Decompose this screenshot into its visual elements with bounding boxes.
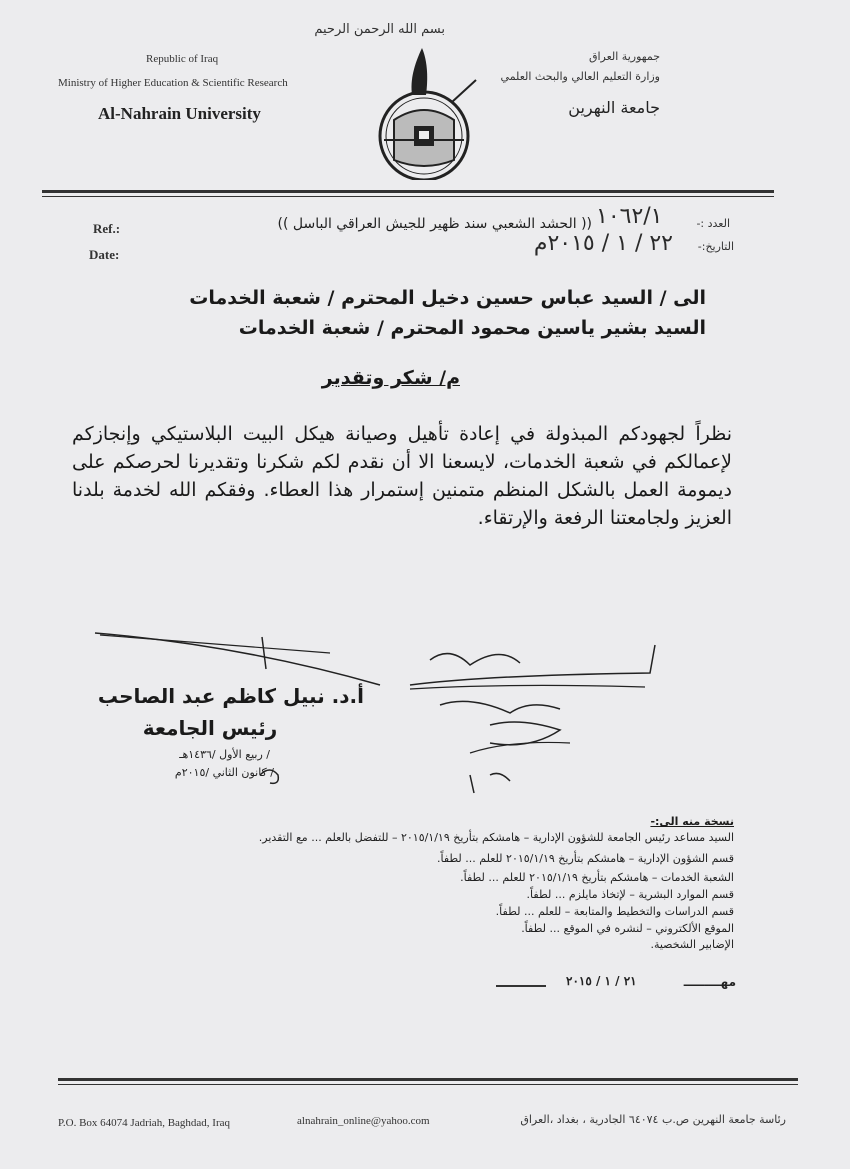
copies-title: نسخة منه الى:- xyxy=(650,815,734,828)
dispatch-code: مهـــــــــ xyxy=(683,975,736,989)
university-logo xyxy=(364,40,490,180)
recipient-1: الى / السيد عباس حسين دخيل المحترم / شعبة الخدمات xyxy=(189,287,706,309)
header-divider-thin xyxy=(42,196,774,197)
letter-body: نظراً لجهودكم المبذولة في إعادة تأهيل وصيانة هيكل البيت البلاستيكي وإنجازكم لإعمالكم في شعبة الخدمات، لايسعنا الا أن نقدم لكم شكرنا وتقديرنا لحرصكم على ديمومة العمل بالشكل المنظم متمنين إستمرار هذا العطاء. وفقكم الله لخدمة بلدنا العزيز ولجامعتنا الرفعة والإرتقاء. xyxy=(72,423,732,529)
copy-line: قسم الدراسات والتخطيط والمتابعة – للعلم ... لطفاً. xyxy=(495,905,734,918)
letter-number: ١٠٦٢/١ xyxy=(596,204,663,229)
copy-line: الموقع الألكتروني – لنشره في الموقع ... لطفاً. xyxy=(521,922,734,935)
copy-line: قسم الشؤون الإدارية – هامشكم بتأريخ ٢٠١٥/١/١٩ للعلم ... لطفاً. xyxy=(437,852,734,865)
header-country-en: Republic of Iraq xyxy=(146,53,219,65)
signatory-name: أ.د. نبيل كاظم عبد الصاحب xyxy=(97,684,364,708)
hijri-date: / ربيع الأول /١٤٣٦هـ xyxy=(179,748,270,761)
header-ministry-ar: وزارة التعليم العالي والبحث العلمي xyxy=(500,70,660,83)
subject: م/ شكر وتقدير xyxy=(321,367,460,389)
po-box: P.O. Box 64074 Jadriah, Baghdad, Iraq xyxy=(58,1117,231,1129)
dispatch-line xyxy=(496,985,546,987)
copy-line: قسم الموارد البشرية – لإتخاذ مايلزم ... لطفاً. xyxy=(526,888,734,901)
header-country-ar: جمهورية العراق xyxy=(588,50,660,63)
copy-line: الإضابير الشخصية. xyxy=(650,938,734,951)
email: alnahrain_online@yahoo.com xyxy=(297,1115,430,1127)
copy-line: السيد مساعد رئيس الجامعة للشؤون الإدارية – هامشكم بتأريخ ٢٠١٥/١/١٩ – للتفضل بالعلم ... مع التقدير. xyxy=(258,831,734,844)
recipient-2: السيد بشير ياسين محمود المحترم / شعبة الخدمات xyxy=(238,317,706,339)
signatory-title: رئيس الجامعة xyxy=(142,716,278,740)
footer-divider xyxy=(58,1078,798,1081)
footer-divider-thin xyxy=(58,1084,798,1085)
header-ministry-en: Ministry of Higher Education & Scientific Research xyxy=(58,77,288,89)
date-label-ar: التاريخ:- xyxy=(697,240,734,253)
header-university-ar: جامعة النهرين xyxy=(568,98,660,117)
slogan: (( الحشد الشعبي سند ظهير للجيش العراقي الباسل )) xyxy=(277,216,592,232)
gregorian-date: / كانون الثاني /٢٠١٥م xyxy=(174,766,274,779)
ref-label: Ref.: xyxy=(93,221,121,236)
date-label: Date: xyxy=(89,247,120,262)
number-label-ar: العدد :- xyxy=(696,217,730,230)
handwritten-signature xyxy=(90,625,670,795)
basmala: بسم الله الرحمن الرحيم xyxy=(314,22,445,37)
letter-date: ٢٢ / ١ / ٢٠١٥م xyxy=(533,231,673,256)
address-ar: رئاسة جامعة النهرين ص.ب ٦٤٠٧٤ الجادرية ، بغداد ،العراق xyxy=(520,1113,786,1126)
header-divider xyxy=(42,190,774,193)
header-university-en: Al-Nahrain University xyxy=(98,104,261,123)
dispatch-date: ٢١ / ١ / ٢٠١٥ xyxy=(566,974,637,988)
copy-line: الشعبة الخدمات – هامشكم بتأريخ ٢٠١٥/١/١٩ للعلم ... لطفاً. xyxy=(460,871,734,884)
